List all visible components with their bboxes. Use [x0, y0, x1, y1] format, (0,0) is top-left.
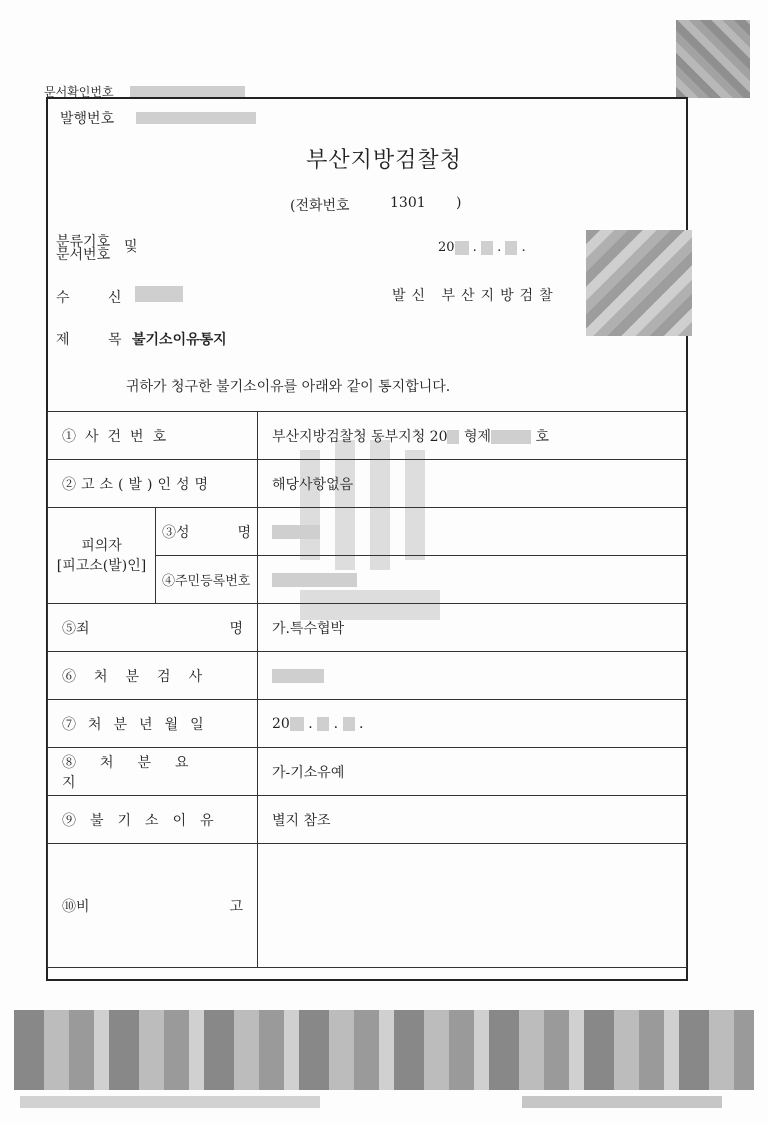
- table-row: [48, 748, 687, 796]
- table-row: [48, 652, 687, 700]
- complainant-label: ②고소(발)인성명: [48, 460, 258, 508]
- resident-number-value: [258, 556, 687, 604]
- table-row: [48, 604, 687, 652]
- disposition-date-value: 20 . . .: [258, 700, 687, 748]
- phone-number: 1301: [390, 195, 426, 211]
- case-number-label: ①사건번호: [48, 412, 258, 460]
- disposition-summary-label: ⑧처분요지: [48, 748, 258, 796]
- issue-number-label: 발행번호: [60, 111, 115, 127]
- redacted-stamp: [676, 20, 750, 98]
- subject-label: 제 목: [56, 332, 122, 348]
- recipient-label: 수 신: [56, 290, 122, 306]
- resident-number-label: ④주민등록번호: [156, 556, 258, 604]
- subject: 불기소이유통지: [132, 332, 227, 348]
- table-row: [48, 844, 687, 968]
- issue-date: 20 . . .: [438, 240, 526, 255]
- classification-line-1: 분류기호: [56, 234, 111, 250]
- redacted-issue-number: [136, 112, 256, 124]
- table-row: [48, 412, 687, 460]
- phone-label: (전화번호: [290, 198, 350, 214]
- sender: 발신 부산지방검찰: [392, 288, 559, 304]
- non-indictment-reason-label: ⑨불기소이유: [48, 796, 258, 844]
- notice-table: [47, 411, 687, 968]
- redacted-recipient: [135, 286, 183, 302]
- suspect-label: [48, 508, 156, 604]
- name-label: ③성 명: [156, 508, 258, 556]
- case-number-value: 부산지방검찰청 동부지청 20 형제 호: [258, 412, 687, 460]
- table-row: [48, 508, 687, 556]
- suspect-name-value: [258, 508, 687, 556]
- prosecutor-value: [258, 652, 687, 700]
- intro-text: 귀하가 청구한 불기소이유를 아래와 같이 통지합니다.: [126, 379, 451, 395]
- classification-and: 및: [124, 239, 138, 255]
- agency-title: 부산지방검찰청: [306, 148, 462, 173]
- table-row: [48, 700, 687, 748]
- complainant-value: 해당사항없음: [258, 460, 687, 508]
- classification-line-2: 문서번호: [56, 247, 111, 263]
- non-indictment-reason-value: 별지 참조: [258, 796, 687, 844]
- redacted-seal: [586, 230, 692, 336]
- issue-date-prefix: 20: [438, 240, 455, 255]
- redacted-footer-line: [522, 1096, 722, 1108]
- table-row: [48, 796, 687, 844]
- doc-check-number-label: 문서확인번호: [44, 85, 114, 99]
- charge-label: ⑤죄 명: [48, 604, 258, 652]
- charge-value: 가.특수협박: [258, 604, 687, 652]
- disposition-date-label: ⑦처분년월일: [48, 700, 258, 748]
- remarks-label: ⑩비 고: [48, 844, 258, 968]
- table-row: [48, 460, 687, 508]
- suspect-label-line-2: [피고소(발)인]: [56, 557, 147, 574]
- phone-close: ): [456, 195, 462, 211]
- redacted-footer-line: [20, 1096, 320, 1108]
- classification-label: [56, 236, 110, 262]
- redacted-footer: [14, 1010, 754, 1090]
- disposition-summary-value: 가-기소유예: [258, 748, 687, 796]
- suspect-label-line-1: 피의자: [81, 537, 122, 554]
- prosecutor-label: ⑥처분검사: [48, 652, 258, 700]
- remarks-value: [258, 844, 687, 968]
